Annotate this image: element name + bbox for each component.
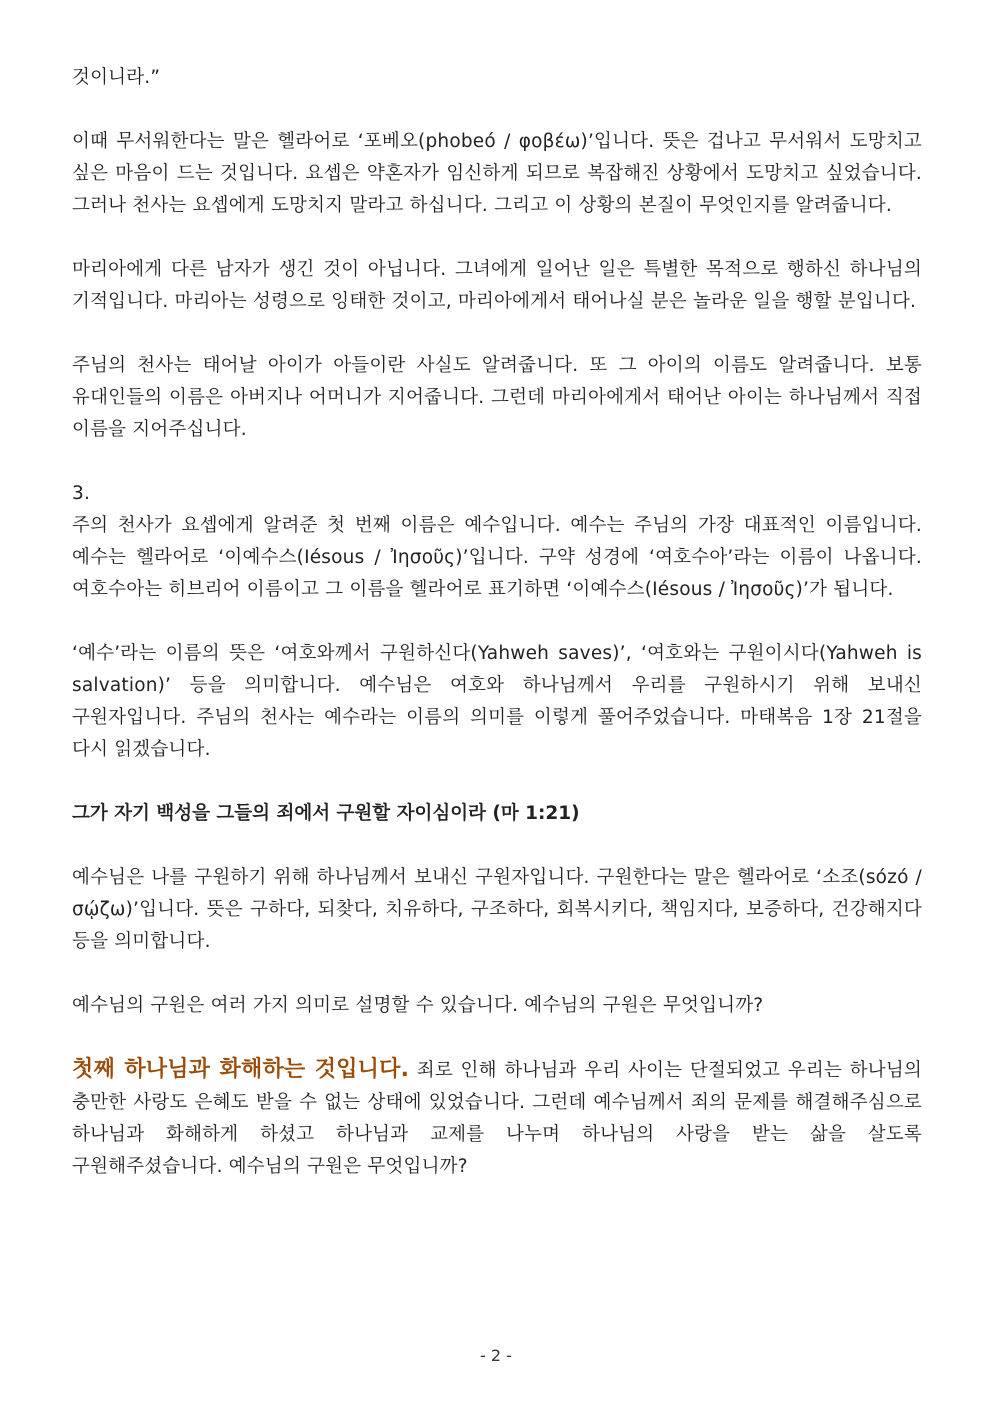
- paragraph-angel-name: 주님의 천사는 태어날 아이가 아들이란 사실도 알려줍니다. 또 그 아이의 이름도 알려줍니다. 보통 유대인들의 이름은 아버지나 어머니가 지어줍니다. 그런데 마리아에게서 태어난 아이는 하나님께서 직접 이름을 지어주십니다.: [72, 355, 922, 440]
- paragraph-jesus-name: 주의 천사가 요셉에게 알려준 첫 번째 이름은 예수입니다. 예수는 주님의 가장 대표적인 이름입니다. 예수는 헬라어로 ‘이예수스(Iésous / Ἰησοῦς)’입니다. 구약 성경에 ‘여호수아’라는 이름이 나옵니다. 여호수아는 히브리어 이름이고 그 이름을 헬라어로 표기하면 ‘이예수스(Iésous / Ἰησοῦς)’가 됩니다.: [72, 515, 922, 600]
- section-number: 3.: [72, 483, 91, 504]
- point-body: 죄로 인해 하나님과 우리 사이는 단절되었고 우리는 하나님의 충만한 사랑도 은혜도 받을 수 없는 상태에 있었습니다. 그런데 예수님께서 죄의 문제를 해결해주심으로 하나님과 화해하게 하셨고 하나님과 교제를 나누며 하나님의 사랑을 받는 삶을 살도록 구원해주셨습니다. 예수님의 구원은 무엇입니까?: [72, 1060, 922, 1177]
- paragraph-salvation-question: 예수님의 구원은 여러 가지 의미로 설명할 수 있습니다. 예수님의 구원은 무엇입니까?: [72, 995, 764, 1016]
- paragraph-continuation: 것이니라.”: [72, 67, 161, 88]
- paragraph-mary-miracle: 마리아에게 다른 남자가 생긴 것이 아닙니다. 그녀에게 일어난 일은 특별한 목적으로 행하신 하나님의 기적입니다. 마리아는 성령으로 잉태한 것이고, 마리아에게서 태어나실 분은 놀라운 일을 행할 분입니다.: [72, 259, 922, 312]
- document-page: [72, 62, 922, 1215]
- page-number: - 2 -: [480, 1346, 512, 1365]
- paragraph-sozo: 예수님은 나를 구원하기 위해 하나님께서 보내신 구원자입니다. 구원한다는 말은 헬라어로 ‘소조(sózó / σῴζω)’입니다. 뜻은 구하다, 되찾다, 치유하다, 구조하다, 회복시키다, 책임지다, 보증하다, 건강해지다 등을 의미합니다.: [72, 867, 922, 952]
- scripture-verse: 그가 자기 백성을 그들의 죄에서 구원할 자이심이라 (마 1:21): [72, 803, 580, 824]
- point-heading: 첫째 하나님과 화해하는 것입니다.: [72, 1057, 410, 1082]
- paragraph-phobeo: 이때 무서워한다는 말은 헬라어로 ‘포베오(phobeó / φοβέω)’입니다. 뜻은 겁나고 무서워서 도망치고 싶은 마음이 드는 것입니다. 요셉은 약혼자가 임신하게 되므로 복잡해진 상황에서 도망치고 싶었습니다. 그러나 천사는 요셉에게 도망치지 말라고 하십니다. 그리고 이 상황의 본질이 무엇인지를 알려줍니다.: [72, 131, 922, 216]
- paragraph-reconciliation: [72, 1054, 922, 1183]
- paragraph-name-meaning: ‘예수’라는 이름의 뜻은 ‘여호와께서 구원하신다(Yahweh saves)’, ‘여호와는 구원이시다(Yahweh is salvation)’ 등을 의미합니다. 예수님은 여호와 하나님께서 우리를 구원하시기 위해 보내신 구원자입니다. 주님의 천사는 예수라는 이름의 의미를 이렇게 풀어주었습니다. 마태복음 1장 21절을 다시 읽겠습니다.: [72, 643, 922, 760]
